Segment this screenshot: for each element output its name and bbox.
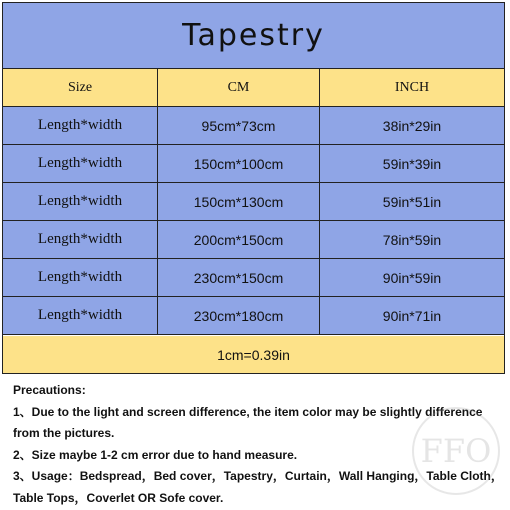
- table-row: [3, 107, 504, 145]
- cm-cell: 230cm*150cm: [158, 259, 320, 296]
- size-cell: Length*width: [3, 107, 158, 144]
- inch-cell: 38in*29in: [382, 117, 442, 134]
- inch-cell: 90in*71in: [382, 307, 442, 324]
- conversion-note: 1cm=0.39in: [3, 336, 504, 373]
- table-row: [3, 221, 504, 259]
- cm-cell: 200cm*150cm: [158, 221, 320, 258]
- size-cell: Length*width: [3, 221, 158, 258]
- inch-cell: 78in*59in: [382, 231, 442, 248]
- precaution-line: Table Tops，Coverlet OR Sofe cover.: [13, 490, 224, 505]
- table-row: [3, 259, 504, 297]
- size-cell: Length*width: [3, 259, 158, 296]
- size-cell: Length*width: [3, 145, 158, 182]
- size-chart: [2, 2, 505, 374]
- table-row: [3, 145, 504, 183]
- inch-cell: 59in*51in: [382, 193, 442, 210]
- size-cell: Length*width: [3, 297, 158, 334]
- table-row: [3, 183, 504, 221]
- cm-cell: 150cm*100cm: [158, 145, 320, 182]
- precautions-heading: Precautions:: [13, 383, 86, 397]
- precaution-line: from the pictures.: [13, 426, 115, 440]
- inch-cell: 90in*59in: [382, 269, 442, 286]
- header-size: Size: [3, 69, 158, 106]
- precaution-line: 1、Due to the light and screen difference, the item color may be slightly difference: [13, 404, 483, 419]
- inch-cell: 59in*39in: [382, 155, 442, 172]
- header-inch: INCH: [394, 79, 430, 95]
- size-cell: Length*width: [3, 183, 158, 220]
- cm-cell: 95cm*73cm: [158, 107, 320, 144]
- table-row: [3, 297, 504, 335]
- header-cm: CM: [158, 69, 320, 106]
- cm-cell: 230cm*180cm: [158, 297, 320, 334]
- chart-title: Tapestry: [3, 3, 504, 69]
- table-header-row: [3, 69, 504, 107]
- watermark-logo: FFO: [412, 407, 500, 495]
- precaution-line: 3、Usage：Bedspread，Bed cover，Tapestry，Curtain，Wall Hanging，Table Cloth，: [13, 469, 503, 483]
- precaution-line: 2、Size maybe 1-2 cm error due to hand measure.: [13, 447, 298, 462]
- cm-cell: 150cm*130cm: [158, 183, 320, 220]
